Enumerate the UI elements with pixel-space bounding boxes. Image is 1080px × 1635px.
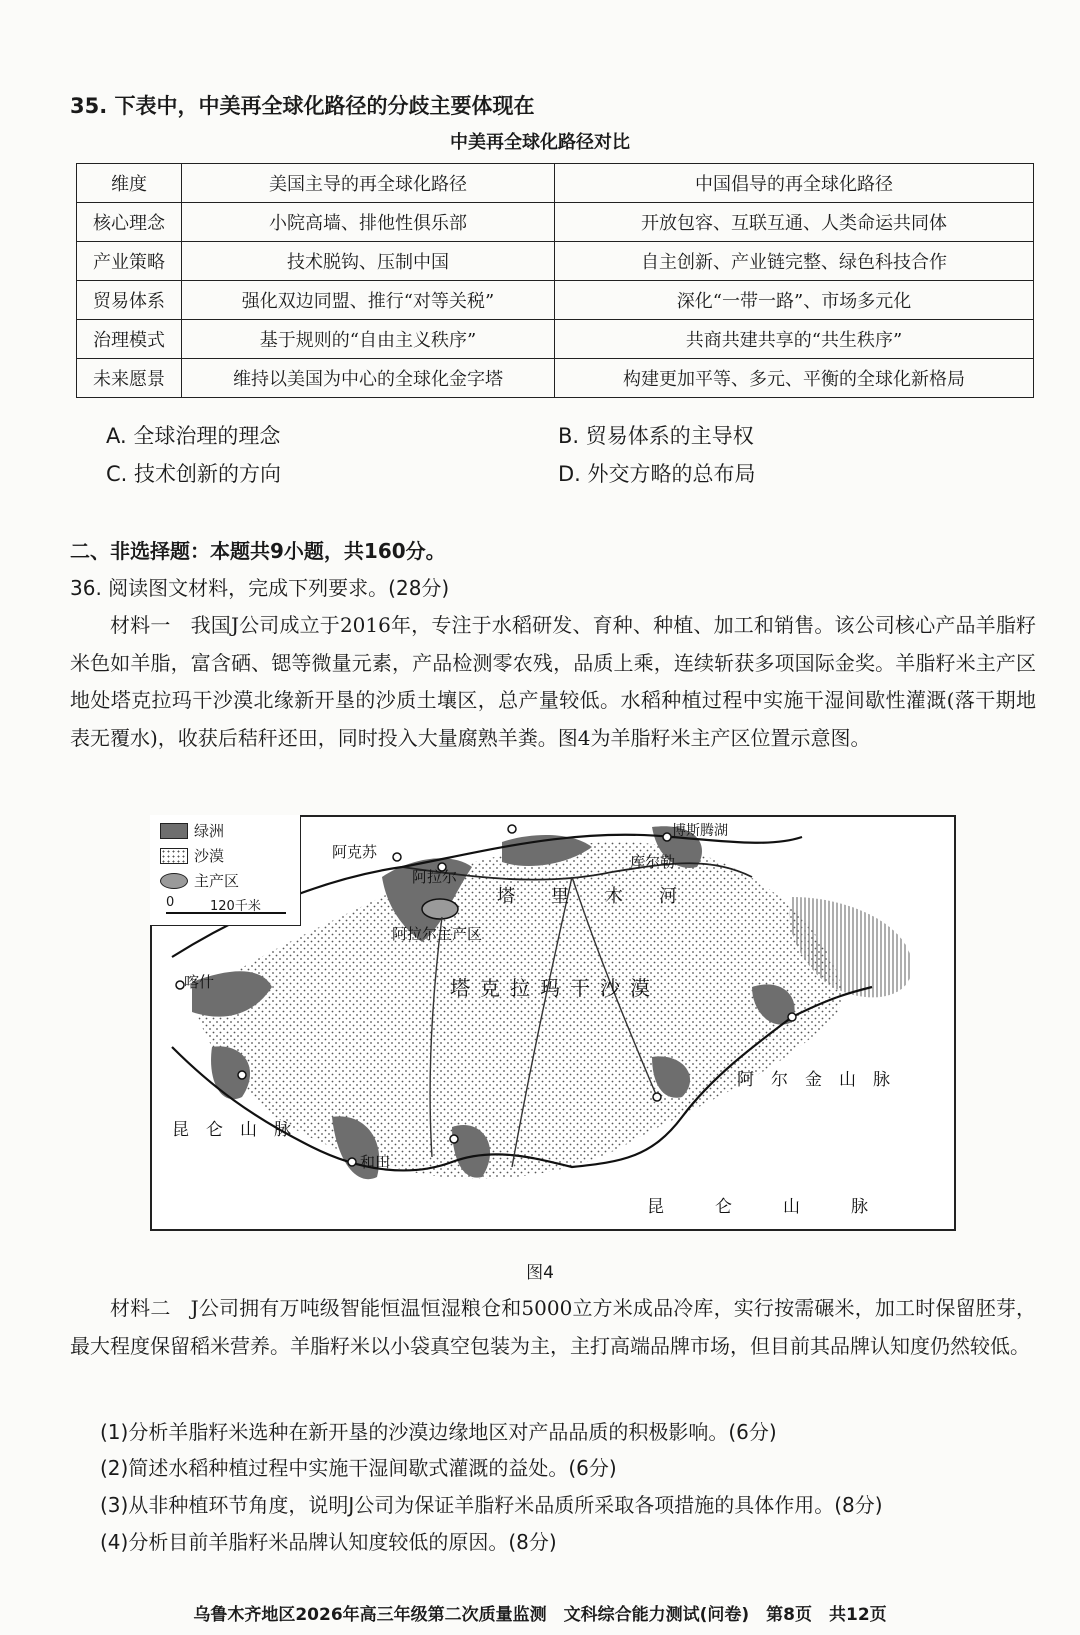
table-cell: 强化双边同盟、推行“对等关税” bbox=[182, 281, 555, 320]
option-d: D. 外交方略的总布局 bbox=[558, 462, 756, 486]
label-altun: 阿 尔 金 山 脉 bbox=[737, 1070, 890, 1090]
table-header-cell: 中国倡导的再全球化路径 bbox=[555, 164, 1034, 203]
section-heading: 二、非选择题：本题共9小题，共160分。 bbox=[70, 539, 446, 563]
table-cell: 共商共建共享的“共生秩序” bbox=[555, 320, 1034, 359]
table-row bbox=[77, 242, 1034, 281]
table-row bbox=[77, 281, 1034, 320]
legend-desert-swatch bbox=[160, 848, 188, 864]
table-cell: 核心理念 bbox=[77, 203, 182, 242]
legend-oasis-swatch bbox=[160, 823, 188, 839]
label-desert: 塔克拉玛干沙漠 bbox=[450, 976, 660, 1000]
table-cell: 小院高墙、排他性俱乐部 bbox=[182, 203, 555, 242]
table-header-cell: 美国主导的再全球化路径 bbox=[182, 164, 555, 203]
table-row bbox=[77, 359, 1034, 398]
legend-main-area-swatch bbox=[160, 873, 188, 889]
table-cell: 自主创新、产业链完整、绿色科技合作 bbox=[555, 242, 1034, 281]
sub-question-1: (1)分析羊脂籽米选种在新开垦的沙漠边缘地区对产品品质的积极影响。(6分) bbox=[100, 1420, 777, 1444]
table-cell: 构建更加平等、多元、平衡的全球化新格局 bbox=[555, 359, 1034, 398]
label-kunlun-right: 昆 仑 山 脉 bbox=[647, 1197, 868, 1217]
table-cell: 产业策略 bbox=[77, 242, 182, 281]
label-tarim-river: 塔 里 木 河 bbox=[497, 886, 677, 907]
table-cell: 未来愿景 bbox=[77, 359, 182, 398]
legend-scale-bar bbox=[166, 912, 286, 914]
table-row bbox=[77, 320, 1034, 359]
legend-scale-zero: 0 bbox=[166, 895, 175, 910]
label-hotan: 和田 bbox=[360, 1153, 391, 1171]
label-aksu: 阿克苏 bbox=[332, 843, 378, 861]
table-cell: 开放包容、互联互通、人类命运共同体 bbox=[555, 203, 1034, 242]
legend-oasis-label: 绿洲 bbox=[194, 822, 225, 840]
table-cell: 技术脱钩、压制中国 bbox=[182, 242, 555, 281]
legend-desert-label: 沙漠 bbox=[194, 847, 225, 865]
label-bosten: 博斯腾湖 bbox=[672, 823, 728, 839]
table-title: 中美再全球化路径对比 bbox=[450, 132, 630, 153]
legend-main-area-label: 主产区 bbox=[194, 872, 240, 890]
table-row bbox=[77, 203, 1034, 242]
option-c: C. 技术创新的方向 bbox=[106, 462, 282, 486]
sub-question-4: (4)分析目前羊脂籽米品牌认知度较低的原因。(8分) bbox=[100, 1530, 557, 1554]
table-header-row bbox=[77, 164, 1034, 203]
table-cell: 治理模式 bbox=[77, 320, 182, 359]
legend-scale-label: 120千米 bbox=[210, 899, 261, 914]
table-cell: 深化“一带一路”、市场多元化 bbox=[555, 281, 1034, 320]
label-kunlun-left: 昆 仑 山 脉 bbox=[172, 1120, 291, 1140]
option-a: A. 全球治理的理念 bbox=[106, 424, 281, 448]
table-header-cell: 维度 bbox=[77, 164, 182, 203]
figure-caption: 图4 bbox=[526, 1263, 554, 1283]
label-aral: 阿拉尔 bbox=[412, 868, 458, 886]
question-36-stem: 36. 阅读图文材料，完成下列要求。(28分) bbox=[70, 576, 450, 600]
page-footer: 乌鲁木齐地区2026年高三年级第二次质量监测 文科综合能力测试(问卷) 第8页 共12页 bbox=[193, 1605, 887, 1625]
material-two: 材料二 J公司拥有万吨级智能恒温恒湿粮仓和5000立方米成品冷库，实行按需碾米，加工时保留胚芽，最大程度保留稻米营养。羊脂籽米以小袋真空包装为主，主打高端品牌市场，但目前其品牌认知度仍然较低。 bbox=[70, 1296, 1036, 1358]
sub-question-2: (2)简述水稻种植过程中实施干湿间歇式灌溉的益处。(6分) bbox=[100, 1456, 617, 1480]
option-b: B. 贸易体系的主导权 bbox=[558, 424, 754, 448]
label-aral-area: 阿拉尔主产区 bbox=[392, 925, 483, 943]
question-35-stem: 35. 下表中，中美再全球化路径的分歧主要体现在 bbox=[70, 94, 535, 118]
aral-main-area bbox=[422, 899, 458, 919]
sub-question-3: (3)从非种植环节角度，说明J公司为保证羊脂籽米品质所采取各项措施的具体作用。(8分) bbox=[100, 1493, 883, 1517]
table-cell: 维持以美国为中心的全球化金字塔 bbox=[182, 359, 555, 398]
label-kashgar: 喀什 bbox=[184, 973, 215, 991]
map-legend bbox=[150, 815, 301, 926]
table-cell: 贸易体系 bbox=[77, 281, 182, 320]
material-one: 材料一 我国J公司成立于2016年，专注于水稻研发、育种、种植、加工和销售。该公司核心产品羊脂籽米色如羊脂，富含硒、锶等微量元素，产品检测零农残，品质上乘，连续斩获多项国际金奖。羊脂籽米主产区地处塔克拉玛干沙漠北缘新开垦的沙质土壤区，总产量较低。水稻种植过程中实施干湿间歇性灌溉(落干期地表无覆水)，收获后秸秆还田，同时投入大量腐熟羊粪。图4为羊脂籽米主产区位置示意图。 bbox=[70, 613, 1036, 750]
label-korla: 库尔勒 bbox=[630, 853, 676, 871]
table-cell: 基于规则的“自由主义秩序” bbox=[182, 320, 555, 359]
comparison-table bbox=[76, 163, 1034, 398]
